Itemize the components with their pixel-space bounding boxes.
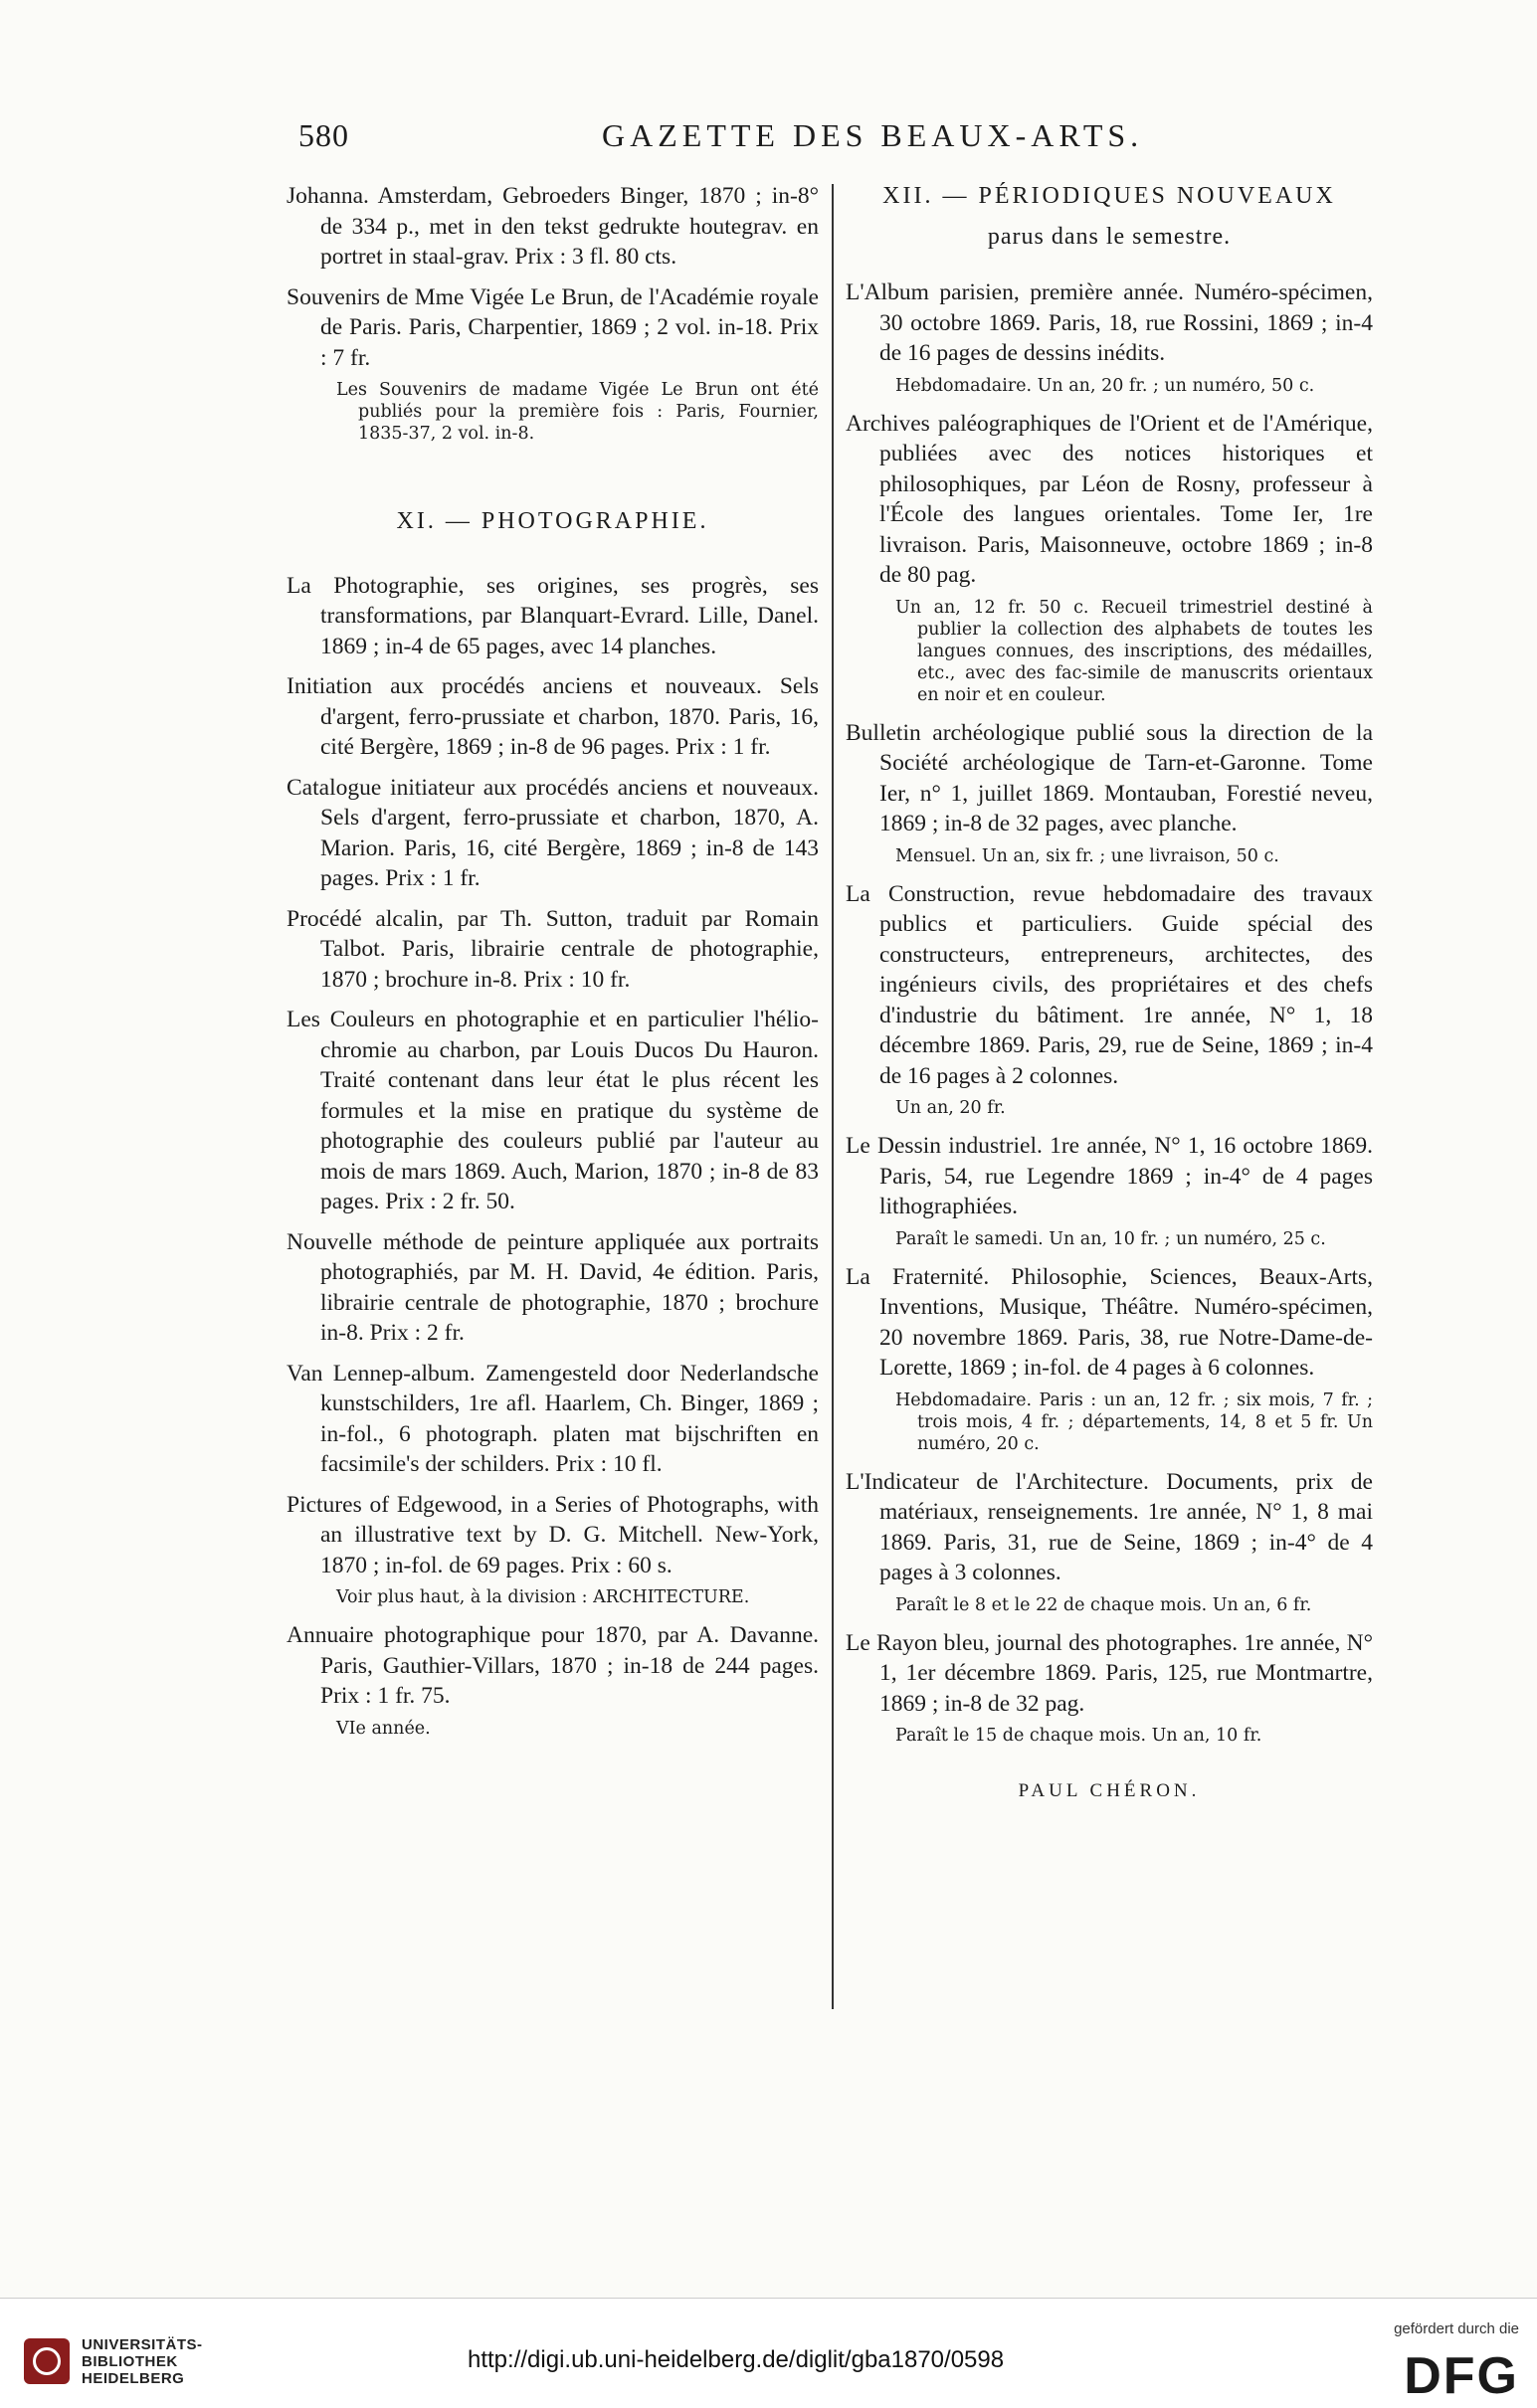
section-title-periodiques: XII. — PÉRIODIQUES NOUVEAUX (882, 183, 1336, 209)
bibliography-entry: Procédé alcalin, par Th. Sutton, traduit par Romain Talbot. Paris, librairie centrale de photographie, 1870 ; brochure in-8. Prix : 10 fr. (287, 905, 819, 993)
periodical-entry: L'Indicateur de l'Architecture. Documents, prix de matériaux, renseignements. 1re année, N° 1, 8 mai 1869. Paris, 31, rue de Seine, 1869 ; in-4° de 4 pages à 3 colonnes. (846, 1468, 1373, 1585)
column-divider (832, 184, 834, 2009)
bibliography-entry: Souvenirs de Mme Vigée Le Brun, de l'Académie royale de Paris. Paris, Charpentier, 1869 ; 2 vol. in-18. Prix : 7 fr. (287, 283, 819, 371)
logo-line: HEIDELBERG (82, 2370, 185, 2387)
entry-note: Voir plus haut, à la division : ARCHITECTURE. (336, 1587, 750, 1607)
periodical-entry: La Construction, revue hebdomadaire des travaux publics et particuliers. Guide spécial des constructeurs, entrepreneurs, architectes, des ingénieurs civils, des propriétaires et des chefs d'industrie du bâtiment. 1re année, N° 1, 18 décembre 1869. Paris, 29, rue de Seine, 1869 ; in-4 de 16 pages à 2 colonnes. (846, 880, 1373, 1089)
periodical-entry: Archives paléographiques de l'Orient et de l'Amérique, publiées avec des notices historiques et philosophiques, par Léon de Rosny, professeur à l'École des langues orientales. Tome Ier, 1re livraison. Paris, Maisonneuve, octobre 1869 ; in-8 de 80 pag. (846, 410, 1373, 588)
right-column (846, 181, 1373, 1807)
logo-line: UNIVERSITÄTS- (82, 2336, 203, 2353)
entry-note: Hebdomadaire. Un an, 20 fr. ; un numéro, 50 c. (895, 375, 1315, 396)
university-library-name (82, 2336, 203, 2387)
entry-note: Paraît le 15 de chaque mois. Un an, 10 fr. (895, 1726, 1262, 1746)
periodical-entry: La Fraternité. Philosophie, Sciences, Beaux-Arts, Inventions, Musique, Théâtre. Numéro-spécimen, 20 novembre 1869. Paris, 38, rue Notre-Dame-de-Lorette, 1869 ; in-fol. de 4 pages à 6 colonnes. (846, 1263, 1373, 1381)
periodical-entry: Le Dessin industriel. 1re année, N° 1, 16 octobre 1869. Paris, 54, rue Legendre 1869 ; in-4° de 4 pages lithographiées. (846, 1133, 1373, 1219)
logo-line: BIBLIOTHEK (82, 2353, 178, 2370)
entry-note: Paraît le samedi. Un an, 10 fr. ; un numéro, 25 c. (895, 1228, 1326, 1249)
entry-note: Hebdomadaire. Paris : un an, 12 fr. ; six mois, 7 fr. ; trois mois, 4 fr. ; départements, 14, 8 et 5 fr. Un numéro, 20 c. (895, 1389, 1373, 1454)
periodical-entry: Le Rayon bleu, journal des photographes. 1re année, N° 1, 1er décembre 1869. Paris, 125, rue Montmartre, 1869 ; in-8 de 32 pag. (846, 1629, 1373, 1717)
bibliography-entry: Initiation aux procédés anciens et nouveaux. Sels d'argent, ferro-prussiate et charbon, 1870. Paris, 16, cité Bergère, 1869 ; in-8 de 96 pages. Prix : 1 fr. (287, 673, 819, 760)
section-subtitle: parus dans le semestre. (987, 223, 1232, 250)
section-title-photographie: XI. — PHOTOGRAPHIE. (396, 508, 709, 534)
running-title: GAZETTE DES BEAUX-ARTS. (602, 117, 1144, 153)
bibliography-entry: Annuaire photographique pour 1870, par A. Davanne. Paris, Gauthier-Villars, 1870 ; in-18 de 244 pages. Prix : 1 fr. 75. (287, 1622, 819, 1709)
bibliography-entry: Johanna. Amsterdam, Gebroeders Binger, 1870 ; in-8° de 334 p., met in den tekst gedrukte houtegrav. en portret in staal-grav. Prix : 3 fl. 80 cts. (287, 183, 819, 270)
university-library-logo-icon (24, 2338, 70, 2384)
entry-note: Les Souvenirs de madame Vigée Le Brun ont été publiés pour la première fois : Paris, Fournier, 1835-37, 2 vol. in-8. (336, 380, 819, 444)
bibliography-entry: Van Lennep-album. Zamengesteld door Nederlandsche kunstschilders, 1re afl. Haarlem, Ch. Binger, 1869 ; in-fol., 6 photograph. platen mat bijschriften en facsimile's der schilders. Prix : 10 fl. (287, 1360, 819, 1477)
viewer-footer (0, 2298, 1537, 2408)
entry-note: Un an, 20 fr. (895, 1098, 1006, 1118)
periodical-entry: L'Album parisien, première année. Numéro-spécimen, 30 octobre 1869. Paris, 18, rue Rossini, 1869 ; in-4 de 16 pages de dessins inédits. (846, 279, 1373, 366)
left-column (287, 181, 819, 1752)
bibliography-entry: Pictures of Edgewood, in a Series of Photographs, with an illustrative text by D. G. Mitchell. New-York, 1870 ; in-fol. de 69 pages. Prix : 60 s. (287, 1491, 819, 1578)
entry-note: Un an, 12 fr. 50 c. Recueil trimestriel destiné à publier la collection des alphabets de toutes les langues connues, des inscriptions, des médailles, etc., avec des fac-simile de manuscrits orientaux en noir et en couleur. (895, 597, 1373, 705)
entry-note: Mensuel. Un an, six fr. ; une livraison, 50 c. (895, 845, 1279, 866)
page-number: 580 (298, 117, 349, 153)
author-signature: PAUL CHÉRON. (1018, 1780, 1201, 1801)
page-header (298, 117, 1373, 167)
dfg-logo: DFG (1404, 2347, 1519, 2405)
funded-by-label: gefördert durch die (1394, 2320, 1519, 2337)
bibliography-entry: Nouvelle méthode de peinture appliquée aux portraits photographiés, par M. H. David, 4e édition. Paris, librairie centrale de photographie, 1870 ; brochure in-8. Prix : 2 fr. (287, 1228, 819, 1346)
bibliography-entry: Catalogue initiateur aux procédés anciens et nouveaux. Sels d'argent, ferro-prussiate et charbon, 1870, A. Marion. Paris, 16, cité Bergère, 1869 ; in-8 de 143 pages. Prix : 1 fr. (287, 774, 819, 891)
entry-note: VIe année. (336, 1718, 431, 1739)
bibliography-entry: Les Couleurs en photographie et en particulier l'hélio-chromie au charbon, par Louis Ducos Du Hauron. Traité contenant dans leur état le plus récent les formules et la mise en pratique du système de photographie des couleurs publié par l'auteur au mois de mars 1869. Auch, Marion, 1870 ; in-8 de 83 pages. Prix : 2 fr. 50. (287, 1007, 819, 1214)
bibliography-entry: La Photographie, ses origines, ses progrès, ses transformations, par Blanquart-Evrard. Lille, Danel. 1869 ; in-4 de 65 pages, avec 14 planches. (287, 572, 819, 659)
entry-note: Paraît le 8 et le 22 de chaque mois. Un an, 6 fr. (895, 1594, 1312, 1615)
permalink-url[interactable]: http://digi.ub.uni-heidelberg.de/diglit/gba1870/0598 (468, 2346, 1005, 2373)
periodical-entry: Bulletin archéologique publié sous la direction de la Société archéologique de Tarn-et-Garonne. Tome Ier, n° 1, juillet 1869. Montauban, Forestié neveu, 1869 ; in-8 de 32 pages, avec planche. (846, 719, 1373, 836)
